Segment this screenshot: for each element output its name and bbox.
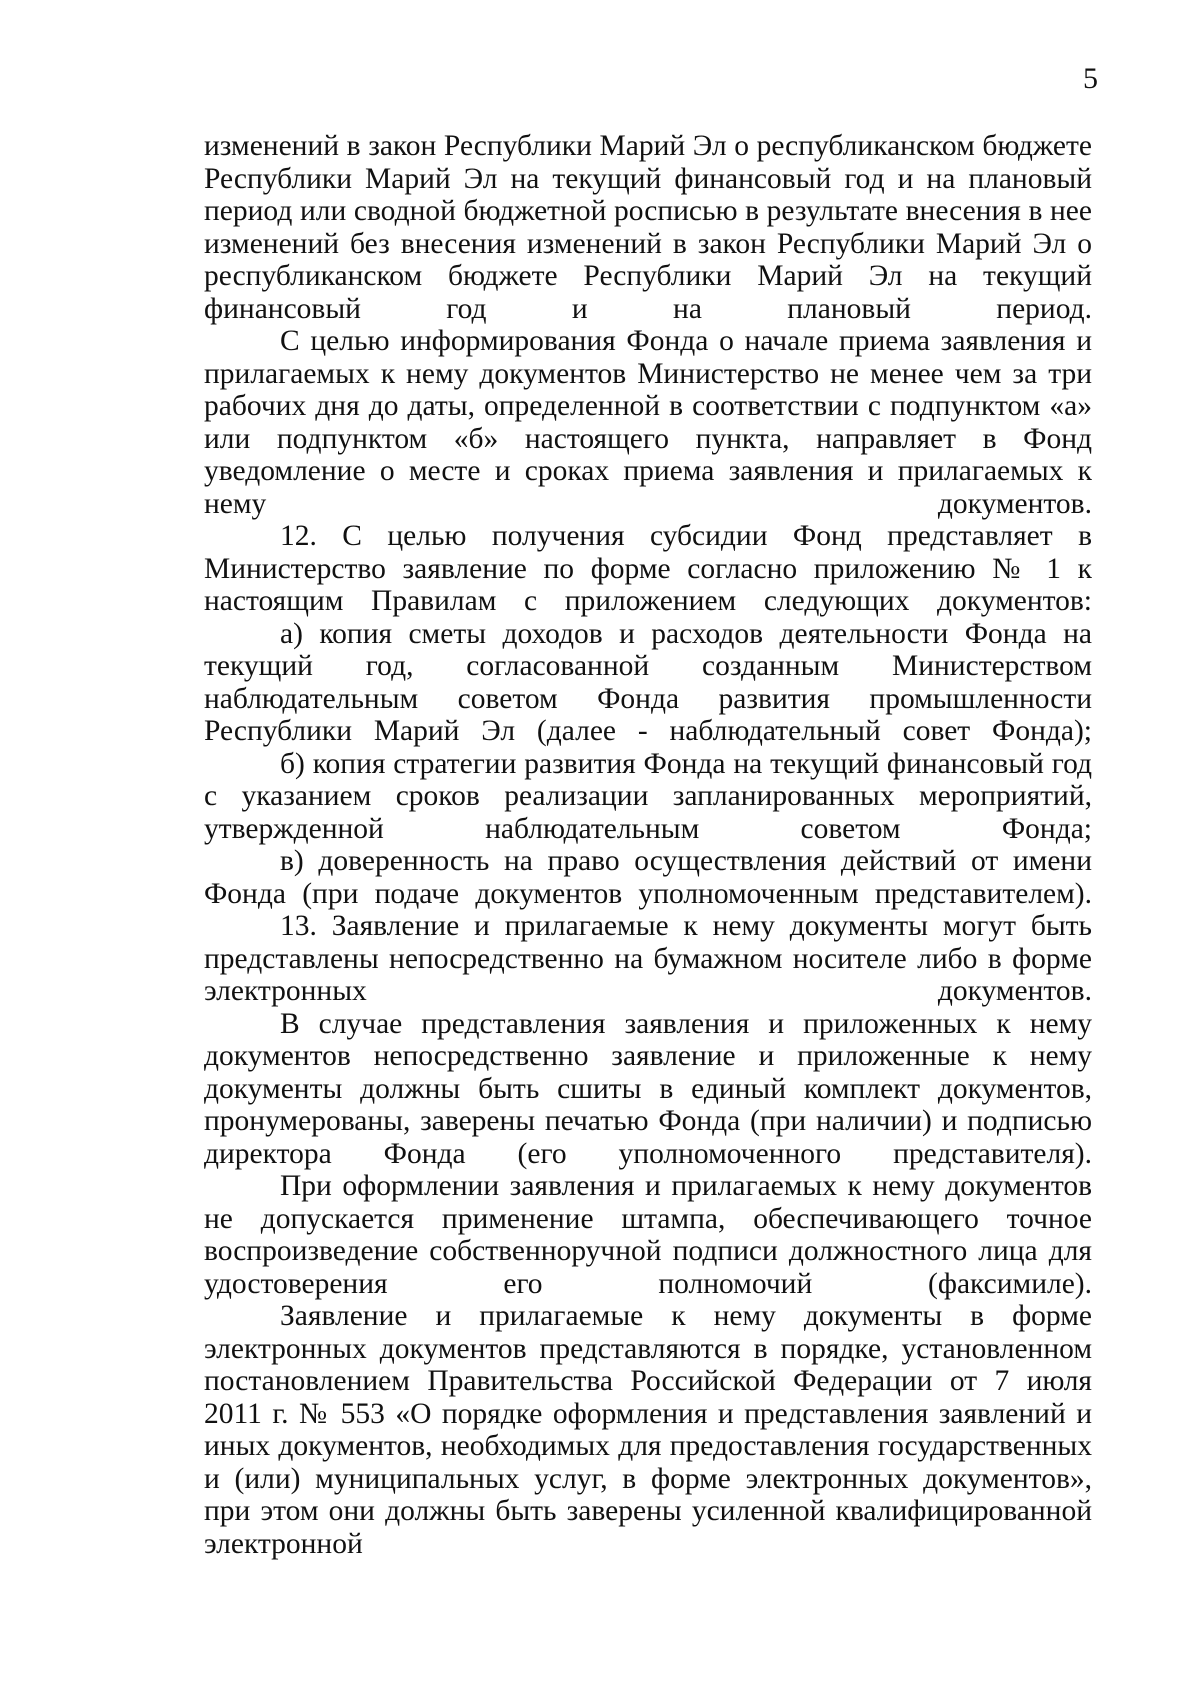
paragraph: При оформлении заявления и прилагаемых к нему документов не допускается применение штампа, обеспечивающего точное воспроизведение собственноручной подписи должностного лица для удостоверения его полномочий (факсимиле).	[204, 1170, 1092, 1300]
list-item: в) доверенность на право осуществления действий от имени Фонда (при подаче документов уполномоченным представителем).	[204, 845, 1092, 910]
paragraph: С целью информирования Фонда о начале приема заявления и прилагаемых к нему документов Министерство не менее чем за три рабочих дня до даты, определенной в соответствии с подпунктом «а» или подпунктом «б» настоящего пункта, направляет в Фонд уведомление о месте и сроках приема заявления и прилагаемых к нему документов.	[204, 325, 1092, 520]
paragraph: 12. С целью получения субсидии Фонд представляет в Министерство заявление по форме согласно приложению № 1 к настоящим Правилам с приложением следующих документов:	[204, 520, 1092, 617]
page-number: 5	[1083, 62, 1098, 95]
paragraph: изменений в закон Республики Марий Эл о республиканском бюджете Республики Марий Эл на текущий финансовый год и на плановый период или сводной бюджетной росписью в результате внесения в нее изменений без внесения изменений в закон Республики Марий Эл о республиканском бюджете Республики Марий Эл на текущий финансовый год и на плановый период.	[204, 130, 1092, 325]
list-item: б) копия стратегии развития Фонда на текущий финансовый год с указанием сроков реализации запланированных мероприятий, утвержденной наблюдательным советом Фонда;	[204, 747, 1092, 845]
paragraph: Заявление и прилагаемые к нему документы в форме электронных документов представляются в порядке, установленном постановлением Правительства Российской Федерации от 7 июля 2011 г. № 553 «О порядке оформления и представления заявлений и иных документов, необходимых для предоставления государственных и (или) муниципальных услуг, в форме электронных документов», при этом они должны быть заверены усиленной квалифицированной электронной	[204, 1300, 1092, 1560]
paragraph: В случае представления заявления и приложенных к нему документов непосредственно заявление и приложенные к нему документы должны быть сшиты в единый комплект документов, пронумерованы, заверены печатью Фонда (при наличии) и подписью директора Фонда (его уполномоченного представителя).	[204, 1007, 1092, 1170]
document-body	[204, 130, 1092, 1560]
list-item: а) копия сметы доходов и расходов деятельности Фонда на текущий год, согласованной созданным Министерством наблюдательным советом Фонда развития промышленности Республики Марий Эл (далее - наблюдательный совет Фонда);	[204, 617, 1092, 747]
paragraph: 13. Заявление и прилагаемые к нему документы могут быть представлены непосредственно на бумажном носителе либо в форме электронных документов.	[204, 910, 1092, 1007]
